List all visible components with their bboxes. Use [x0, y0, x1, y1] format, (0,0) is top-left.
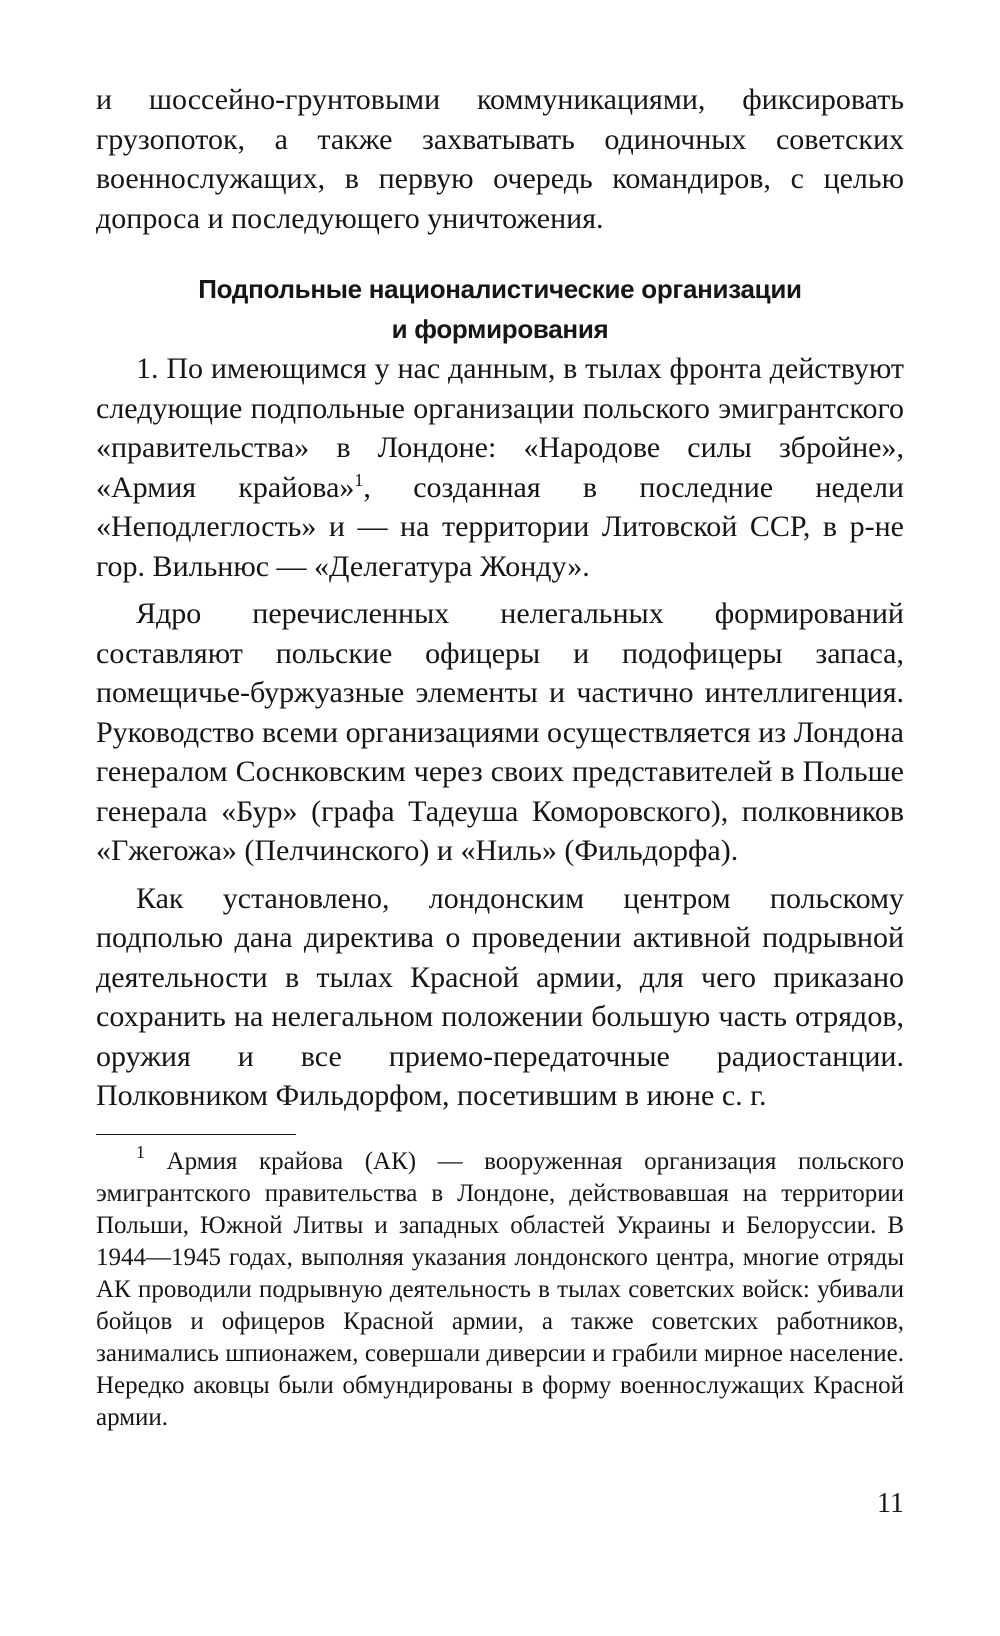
section-heading-line-2: и формирования	[391, 314, 609, 344]
paragraph-1	[96, 349, 904, 586]
paragraph-1-text-start: 1. По имеющимся у нас данным, в тылах фронта действуют следующие подпольные организации польского эмигрантского «правительства» в Лондоне: «Народове силы збройне», «Армия крайова»	[96, 352, 904, 504]
footnote-divider	[96, 1134, 296, 1135]
continuation-paragraph: и шоссейно-грунтовыми коммуникациями, фиксировать грузопоток, а также захватывать одиночных советских военнослужащих, в первую очередь командиров, с целью допроса и последующего уничтожения.	[96, 83, 904, 235]
section-heading	[96, 269, 904, 349]
page-number: 11	[877, 1488, 904, 1519]
footnote-marker: 1	[136, 1141, 145, 1162]
page-content	[96, 80, 904, 1434]
footnote	[96, 1141, 904, 1434]
section-heading-line-1: Подпольные националистические организации	[198, 274, 802, 304]
footnote-text: Армия крайова (АК) — вооруженная организация польского эмигрантского правительства в Лондоне, действовавшая на территории Польши, Южной Литвы и западных областей Украины и Белоруссии. В 1944—1945 годах, выполняя указания лондонского центра, многие отряды АК проводили подрывную деятельность в тылах советских войск: убивали бойцов и офицеров Красной армии, а также советских работников, занимались шпионажем, совершали диверсии и грабили мирное население. Нередко аковцы были обмундированы в форму военнослужащих Красной армии.	[96, 1147, 904, 1431]
paragraph-2: Ядро перечисленных нелегальных формирований составляют польские офицеры и подофицеры запаса, помещичье-буржуазные элементы и частично интеллигенция. Руководство всеми организациями осуществляется из Лондона генералом Соснковским через своих представителей в Польше генерала «Бур» (графа Тадеуша Коморовского), полковников «Гжегожа» (Пелчинского) и «Ниль» (Фильдорфа).	[96, 597, 904, 867]
paragraph-1-text-end: , созданная в последние недели «Неподлеглость» и — на территории Литовской ССР, в р-не гор. Вильнюс — «Делегатура Жонду».	[96, 470, 904, 583]
paragraph-3: Как установлено, лондонским центром польскому подполью дана директива о проведении активной подрывной деятельности в тылах Красной армии, для чего приказано сохранить на нелегальном положении большую часть отрядов, оружия и все приемо-передаточные радиостанции. Полковником Фильдорфом, посетившим в июне с. г.	[96, 881, 904, 1112]
footnote-reference: 1	[354, 469, 364, 490]
